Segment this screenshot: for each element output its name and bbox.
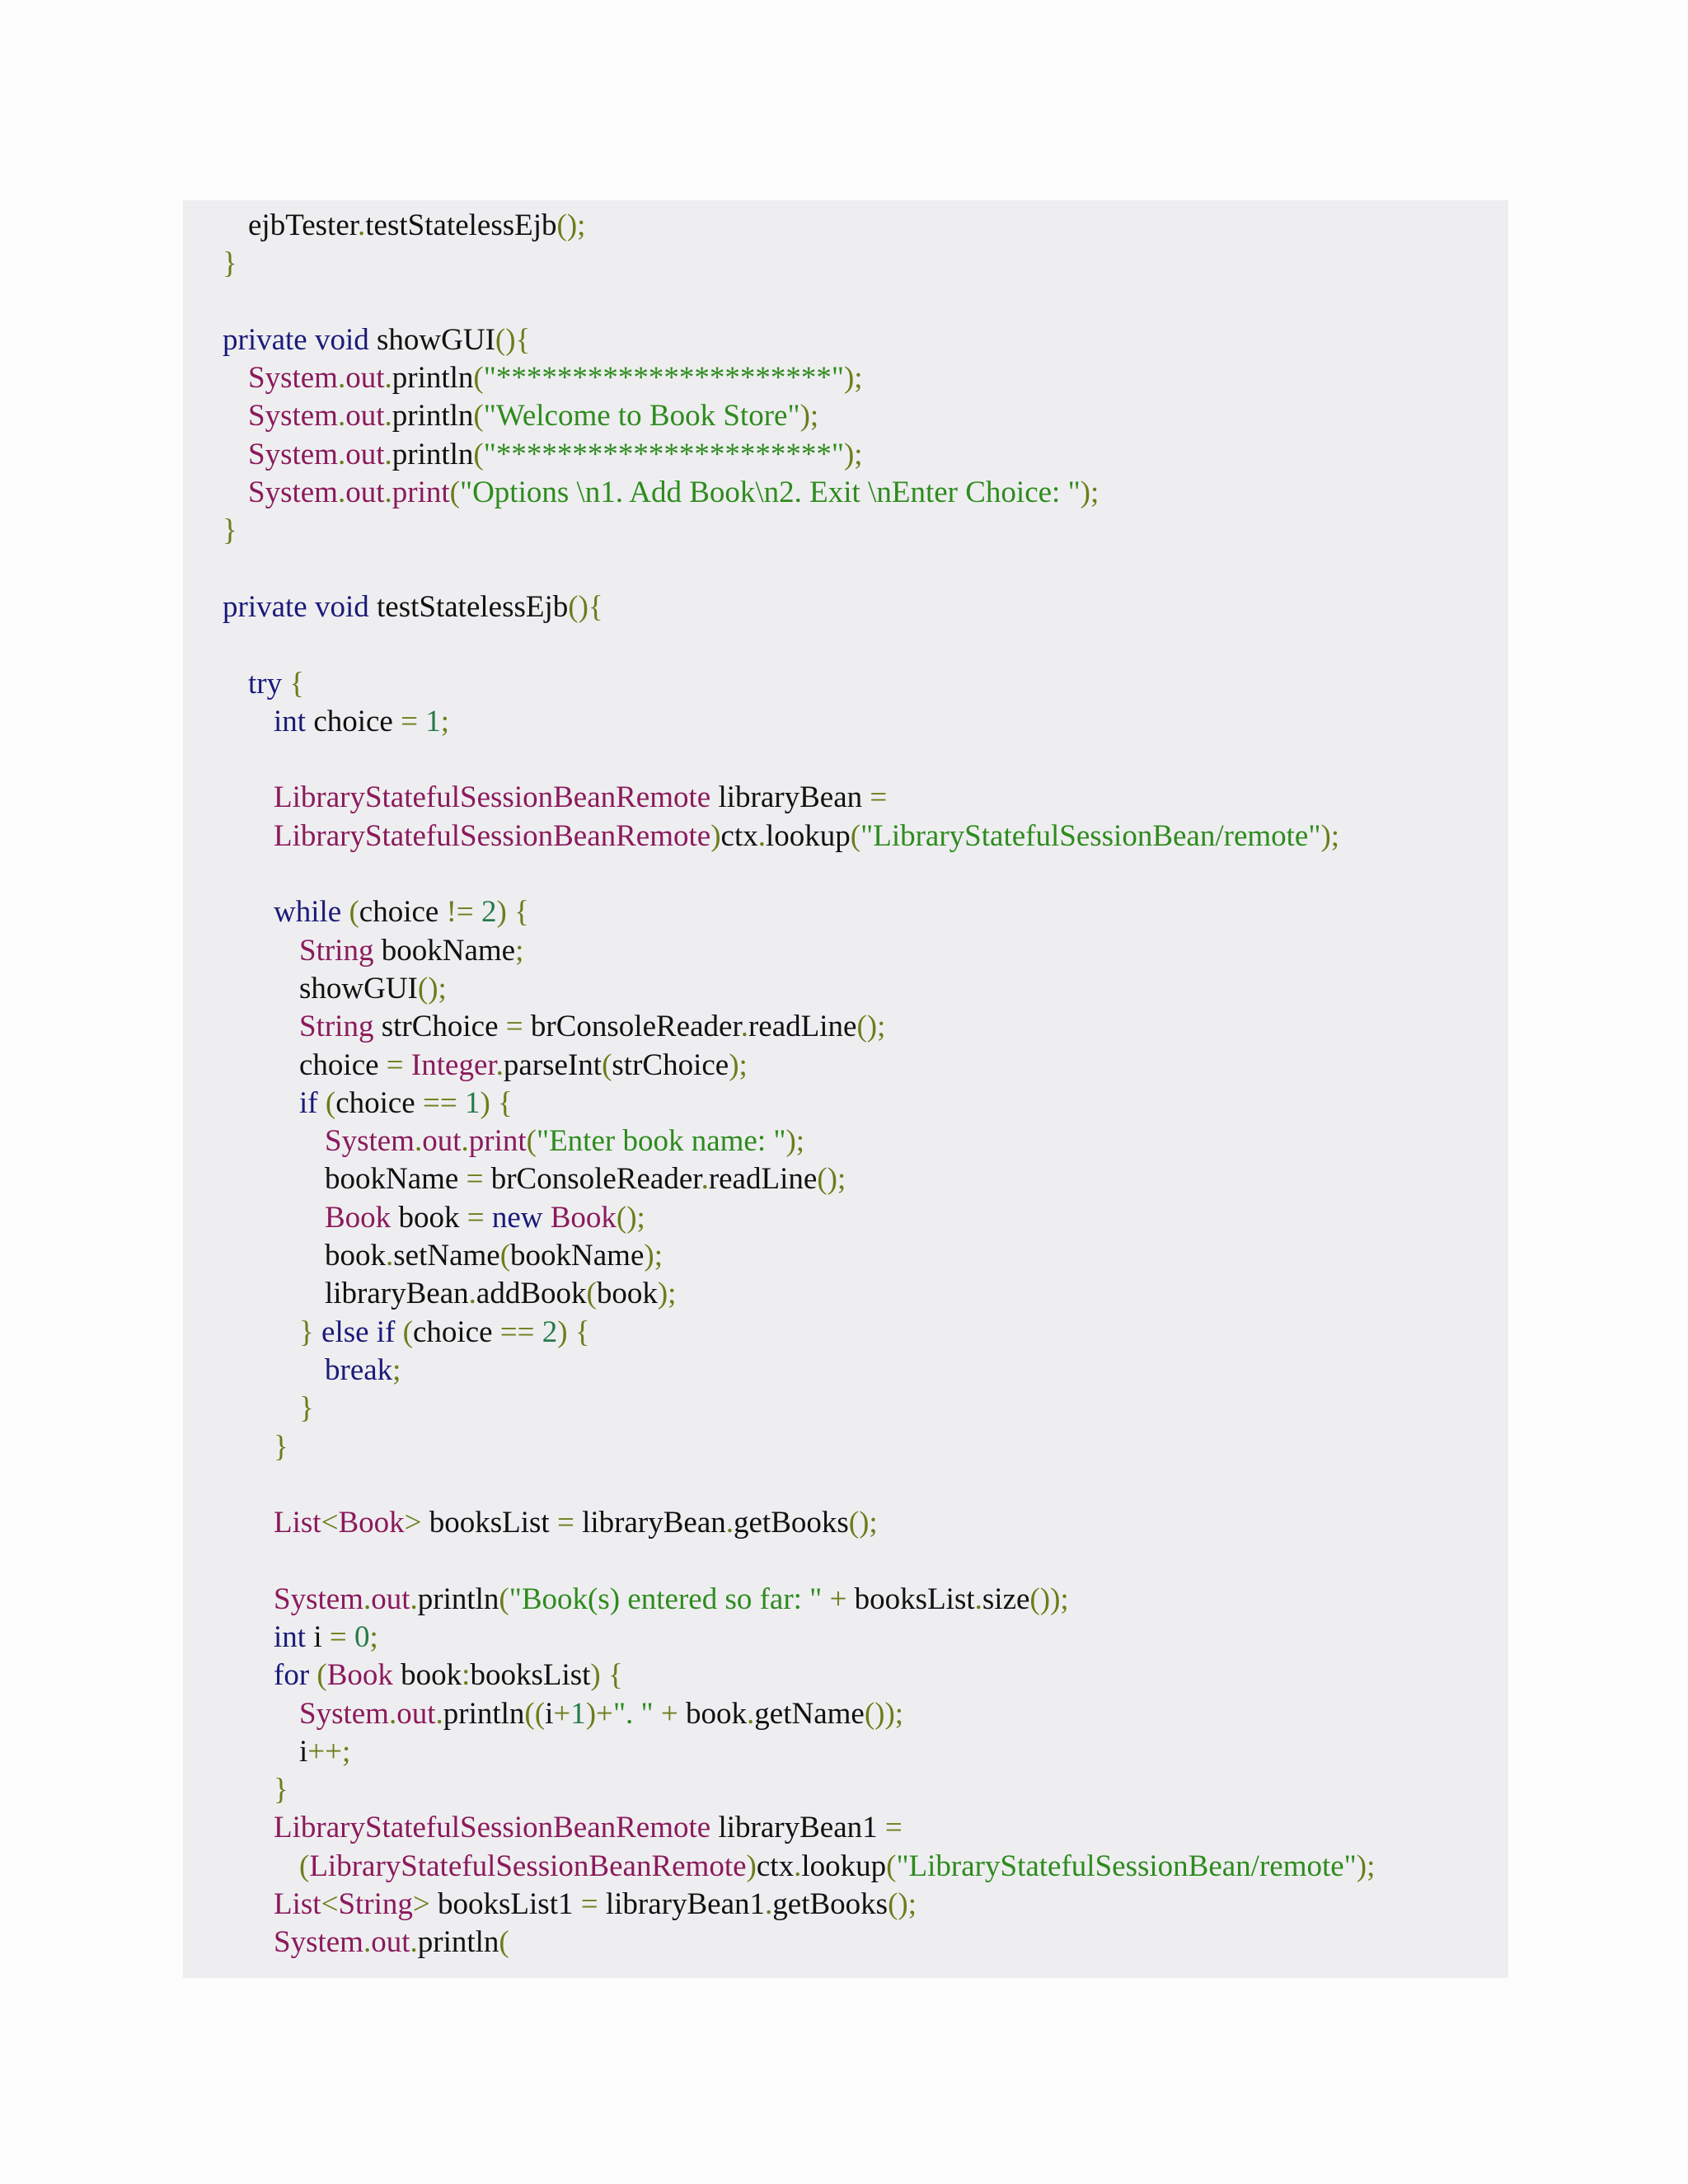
code-identifier: testStatelessEjb: [365, 209, 557, 242]
code-punctuation: ();: [616, 1200, 645, 1235]
code-punctuation: (: [299, 1849, 310, 1883]
code-punctuation: .: [740, 1010, 748, 1044]
code-keyword: for: [274, 1658, 317, 1693]
code-punctuation: .: [337, 437, 346, 471]
code-number: 2: [481, 895, 497, 930]
code-identifier: showGUI: [299, 971, 418, 1005]
code-identifier: testStatelessEjb: [377, 589, 569, 624]
code-punctuation: ();: [817, 1162, 846, 1197]
code-punctuation: }: [274, 1429, 288, 1464]
code-type: out: [345, 399, 385, 434]
code-type: Book: [550, 1200, 617, 1235]
code-punctuation: ();: [856, 1010, 886, 1044]
code-type: Book: [338, 1506, 405, 1540]
code-identifier: println: [417, 1925, 499, 1960]
code-line: [183, 397, 1508, 435]
code-punctuation: <: [321, 1506, 339, 1540]
code-type: String: [299, 933, 382, 968]
code-identifier: brConsoleReader: [490, 1162, 701, 1197]
code-punctuation: >: [404, 1506, 429, 1540]
code-identifier: showGUI: [377, 322, 495, 357]
code-type: LibraryStatefulSessionBeanRemote: [274, 818, 711, 853]
code-type: out: [371, 1582, 410, 1616]
code-identifier: getName: [754, 1696, 865, 1731]
code-type: out: [396, 1696, 436, 1731]
code-punctuation: =: [505, 1010, 531, 1044]
code-identifier: bookName: [510, 1239, 645, 1273]
code-identifier: println: [392, 361, 474, 396]
code-type: out: [371, 1925, 410, 1960]
code-punctuation: ) {: [557, 1315, 590, 1349]
code-line: [183, 1047, 1508, 1085]
code-identifier: getBooks: [772, 1887, 889, 1922]
code-type: System: [274, 1582, 363, 1616]
code-punctuation: .: [363, 1582, 372, 1616]
code-punctuation: ;: [392, 1352, 401, 1387]
code-punctuation: ++;: [307, 1734, 351, 1769]
code-identifier: choice: [335, 1085, 423, 1120]
code-type: LibraryStatefulSessionBeanRemote: [309, 1849, 747, 1883]
code-line: [183, 1695, 1508, 1733]
code-keyword: break: [325, 1352, 393, 1387]
code-identifier: bookName: [325, 1162, 467, 1197]
code-keyword: if: [299, 1085, 326, 1120]
code-identifier: bookName: [381, 933, 516, 968]
code-keyword: int: [274, 704, 314, 738]
code-identifier: println: [392, 437, 474, 471]
code-line: [183, 284, 1508, 321]
code-identifier: brConsoleReader: [530, 1010, 741, 1044]
code-line: [183, 321, 1508, 359]
code-punctuation: );: [657, 1277, 677, 1311]
code-punctuation: ((: [524, 1696, 546, 1731]
code-identifier: readLine: [708, 1162, 818, 1197]
code-punctuation: .: [794, 1849, 802, 1883]
code-punctuation: .: [757, 818, 766, 853]
code-punctuation: .: [410, 1925, 418, 1960]
code-punctuation: .: [388, 1696, 397, 1731]
code-punctuation: );: [1320, 818, 1340, 853]
code-punctuation: }: [223, 246, 237, 281]
code-line: [183, 932, 1508, 970]
code-type: System: [274, 1925, 363, 1960]
code-keyword: new: [491, 1200, 551, 1235]
code-keyword: try: [248, 666, 290, 701]
code-punctuation: =: [580, 1887, 606, 1922]
code-type: System: [248, 361, 338, 396]
code-type: out: [345, 476, 385, 510]
code-keyword: else if: [321, 1315, 403, 1349]
code-identifier: getBooks: [734, 1506, 849, 1540]
code-punctuation: (: [316, 1658, 327, 1693]
code-type: LibraryStatefulSessionBeanRemote: [274, 780, 719, 815]
code-line: [183, 970, 1508, 1008]
code-line: [183, 359, 1508, 397]
code-punctuation: (: [602, 1047, 612, 1082]
code-line: [183, 551, 1508, 588]
code-punctuation: ==: [422, 1085, 465, 1120]
code-string: "**********************": [483, 361, 844, 396]
code-number: 1: [570, 1696, 586, 1731]
code-punctuation: .: [337, 399, 346, 434]
code-punctuation: ());: [1029, 1582, 1069, 1616]
code-punctuation: ());: [864, 1696, 904, 1731]
code-identifier: booksList: [429, 1506, 557, 1540]
code-line: [183, 436, 1508, 474]
code-punctuation: .: [414, 1124, 423, 1159]
code-punctuation: ();: [556, 209, 586, 242]
code-identifier: libraryBean1: [605, 1887, 766, 1922]
code-punctuation: .: [974, 1582, 982, 1616]
code-string: "LibraryStatefulSessionBean/remote": [896, 1849, 1357, 1883]
code-punctuation: .: [386, 1239, 394, 1273]
code-line: [183, 1237, 1508, 1275]
code-identifier: println: [417, 1582, 499, 1616]
code-type: print: [468, 1124, 527, 1159]
code-punctuation: ): [746, 1849, 757, 1883]
code-line: [183, 741, 1508, 779]
code-line: [183, 855, 1508, 893]
code-punctuation: ) {: [496, 895, 529, 930]
code-punctuation: =: [884, 1811, 903, 1845]
code-type: print: [392, 476, 450, 510]
code-string: "Enter book name: ": [536, 1124, 786, 1159]
code-punctuation: .: [461, 1124, 469, 1159]
code-identifier: libraryBean: [718, 780, 870, 815]
code-punctuation: (: [473, 437, 484, 471]
code-punctuation: }: [223, 513, 237, 548]
code-identifier: lookup: [766, 818, 851, 853]
code-punctuation: =: [467, 1200, 492, 1235]
code-identifier: book: [686, 1696, 748, 1731]
code-punctuation: =: [870, 780, 888, 815]
code-punctuation: .: [495, 1047, 504, 1082]
code-type: LibraryStatefulSessionBeanRemote: [274, 1811, 719, 1845]
code-line: [183, 1122, 1508, 1160]
code-keyword: int: [274, 1619, 314, 1654]
code-punctuation: (: [325, 1085, 336, 1120]
code-number: 1: [464, 1085, 481, 1120]
code-punctuation: (: [586, 1277, 597, 1311]
code-punctuation: =: [386, 1047, 411, 1082]
code-punctuation: +: [553, 1696, 571, 1731]
code-string: "**********************": [483, 437, 844, 471]
code-punctuation: {: [289, 666, 305, 701]
code-punctuation: .: [765, 1887, 773, 1922]
code-line: [183, 1428, 1508, 1466]
code-punctuation: =: [466, 1162, 491, 1197]
code-identifier: strChoice: [381, 1010, 506, 1044]
code-punctuation: );: [843, 437, 863, 471]
code-punctuation: ) {: [480, 1085, 513, 1120]
code-type: String: [299, 1010, 382, 1044]
code-line: [183, 207, 1508, 245]
code-punctuation: .: [337, 476, 346, 510]
code-identifier: book: [398, 1200, 467, 1235]
code-punctuation: ();: [848, 1506, 878, 1540]
code-punctuation: +: [660, 1696, 687, 1731]
code-identifier: choice: [359, 895, 447, 930]
code-line: [183, 1581, 1508, 1619]
code-identifier: book: [325, 1239, 386, 1273]
code-identifier: book: [401, 1658, 462, 1693]
code-punctuation: (: [449, 476, 460, 510]
code-line: [183, 1771, 1508, 1809]
code-type: System: [299, 1696, 389, 1731]
code-identifier: parseInt: [503, 1047, 603, 1082]
code-type: Integer: [410, 1047, 496, 1082]
code-punctuation: );: [799, 399, 819, 434]
code-identifier: libraryBean1: [718, 1811, 885, 1845]
code-identifier: i: [313, 1619, 330, 1654]
code-punctuation: )+: [585, 1696, 613, 1731]
code-punctuation: (: [499, 1582, 509, 1616]
code-punctuation: );: [843, 361, 863, 396]
code-punctuation: .: [384, 399, 392, 434]
code-type: List: [274, 1506, 321, 1540]
code-line: [183, 474, 1508, 512]
code-punctuation: (: [886, 1849, 897, 1883]
code-punctuation: <: [321, 1887, 339, 1922]
code-punctuation: .: [384, 361, 392, 396]
code-punctuation: (){: [568, 589, 603, 624]
code-identifier: i: [299, 1734, 308, 1769]
code-line: [183, 703, 1508, 741]
code-number: 2: [542, 1315, 558, 1349]
code-identifier: booksList1: [438, 1887, 581, 1922]
code-string: "LibraryStatefulSessionBean/remote": [860, 818, 1321, 853]
code-punctuation: ;: [515, 933, 524, 968]
code-identifier: ejbTester: [248, 209, 359, 242]
code-punctuation: .: [363, 1925, 372, 1960]
code-punctuation: .: [337, 361, 346, 396]
code-type: String: [338, 1887, 413, 1922]
code-identifier: booksList: [854, 1582, 975, 1616]
code-line: [183, 1008, 1508, 1046]
code-line: [183, 1275, 1508, 1313]
code-identifier: libraryBean: [325, 1277, 469, 1311]
code-line: [183, 245, 1508, 283]
code-punctuation: ;: [440, 704, 450, 738]
code-keyword: private void: [223, 322, 377, 357]
code-number: 0: [354, 1619, 370, 1654]
code-punctuation: .: [435, 1696, 443, 1731]
code-punctuation: (){: [495, 322, 531, 357]
code-punctuation: =: [556, 1506, 583, 1540]
code-punctuation: :: [462, 1658, 471, 1693]
code-identifier: book: [596, 1277, 658, 1311]
code-line: [183, 588, 1508, 626]
code-identifier: addBook: [476, 1277, 587, 1311]
code-punctuation: );: [785, 1124, 805, 1159]
code-punctuation: .: [468, 1277, 476, 1311]
code-line: [183, 626, 1508, 664]
code-line: [183, 1352, 1508, 1390]
code-lines: [183, 200, 1508, 1962]
code-line: [183, 1733, 1508, 1771]
code-line: [183, 1504, 1508, 1542]
code-line: [183, 1886, 1508, 1924]
code-line: [183, 1314, 1508, 1352]
code-string: ". ": [612, 1696, 661, 1731]
code-line: [183, 893, 1508, 931]
code-punctuation: ==: [499, 1315, 542, 1349]
code-line: [183, 818, 1508, 855]
code-line: [183, 665, 1508, 703]
code-punctuation: );: [729, 1047, 748, 1082]
code-line: [183, 1619, 1508, 1657]
code-type: System: [248, 476, 338, 510]
code-identifier: choice: [299, 1047, 387, 1082]
code-keyword: while: [274, 895, 349, 930]
code-line: [183, 1199, 1508, 1237]
code-line: [183, 1657, 1508, 1694]
code-punctuation: +: [829, 1582, 855, 1616]
code-identifier: println: [392, 399, 474, 434]
code-identifier: setName: [393, 1239, 500, 1273]
code-punctuation: (: [402, 1315, 413, 1349]
code-identifier: lookup: [801, 1849, 887, 1883]
code-line: [183, 1466, 1508, 1504]
code-line: [183, 1848, 1508, 1886]
code-type: out: [422, 1124, 462, 1159]
code-punctuation: );: [1356, 1849, 1376, 1883]
code-punctuation: (: [473, 399, 484, 434]
code-punctuation: ();: [888, 1887, 917, 1922]
code-type: Book: [326, 1658, 401, 1693]
code-punctuation: (: [499, 1925, 509, 1960]
code-punctuation: .: [725, 1506, 734, 1540]
code-identifier: libraryBean: [582, 1506, 726, 1540]
code-punctuation: );: [644, 1239, 663, 1273]
code-identifier: choice: [412, 1315, 500, 1349]
code-type: Book: [325, 1200, 399, 1235]
code-punctuation: .: [384, 476, 392, 510]
code-keyword: private void: [223, 589, 377, 624]
code-punctuation: .: [358, 209, 366, 242]
code-identifier: strChoice: [612, 1047, 729, 1082]
code-punctuation: (: [850, 818, 861, 853]
code-line: [183, 1924, 1508, 1961]
code-punctuation: (: [473, 361, 484, 396]
code-punctuation: }: [299, 1391, 314, 1426]
code-line: [183, 1390, 1508, 1427]
code-punctuation: (: [349, 895, 359, 930]
code-line: [183, 1160, 1508, 1198]
code-line: [183, 1542, 1508, 1580]
code-punctuation: }: [274, 1773, 288, 1807]
code-type: System: [248, 399, 338, 434]
code-punctuation: ): [710, 818, 721, 853]
code-punctuation: >: [412, 1887, 438, 1922]
code-type: List: [274, 1887, 321, 1922]
code-punctuation: .: [384, 437, 392, 471]
code-punctuation: .: [747, 1696, 755, 1731]
code-string: "Welcome to Book Store": [483, 399, 800, 434]
code-punctuation: !=: [446, 895, 482, 930]
code-type: out: [345, 361, 385, 396]
code-punctuation: }: [299, 1315, 322, 1349]
code-string: "Book(s) entered so far: ": [509, 1582, 830, 1616]
code-block: [183, 200, 1508, 1978]
code-identifier: booksList: [470, 1658, 591, 1693]
code-line: [183, 512, 1508, 550]
code-identifier: println: [443, 1696, 525, 1731]
code-identifier: size: [982, 1582, 1030, 1616]
code-type: out: [345, 437, 385, 471]
code-punctuation: ();: [417, 971, 447, 1005]
code-number: 1: [425, 704, 441, 738]
code-type: System: [248, 437, 338, 471]
code-identifier: choice: [313, 704, 401, 738]
code-line: [183, 1085, 1508, 1122]
code-punctuation: .: [701, 1162, 709, 1197]
code-punctuation: );: [1080, 476, 1100, 510]
code-type: System: [325, 1124, 415, 1159]
code-punctuation: =: [329, 1619, 354, 1654]
code-string: "Options \n1. Add Book\n2. Exit \nEnter Choice: ": [459, 476, 1081, 510]
code-identifier: i: [545, 1696, 554, 1731]
code-identifier: ctx: [720, 818, 758, 853]
code-line: [183, 779, 1508, 817]
code-punctuation: ) {: [590, 1658, 623, 1693]
code-punctuation: .: [410, 1582, 418, 1616]
code-line: [183, 1809, 1508, 1847]
code-punctuation: ;: [369, 1619, 378, 1654]
code-identifier: readLine: [748, 1010, 857, 1044]
code-punctuation: (: [526, 1124, 537, 1159]
code-identifier: ctx: [756, 1849, 795, 1883]
code-punctuation: =: [401, 704, 426, 738]
code-punctuation: (: [499, 1239, 511, 1273]
